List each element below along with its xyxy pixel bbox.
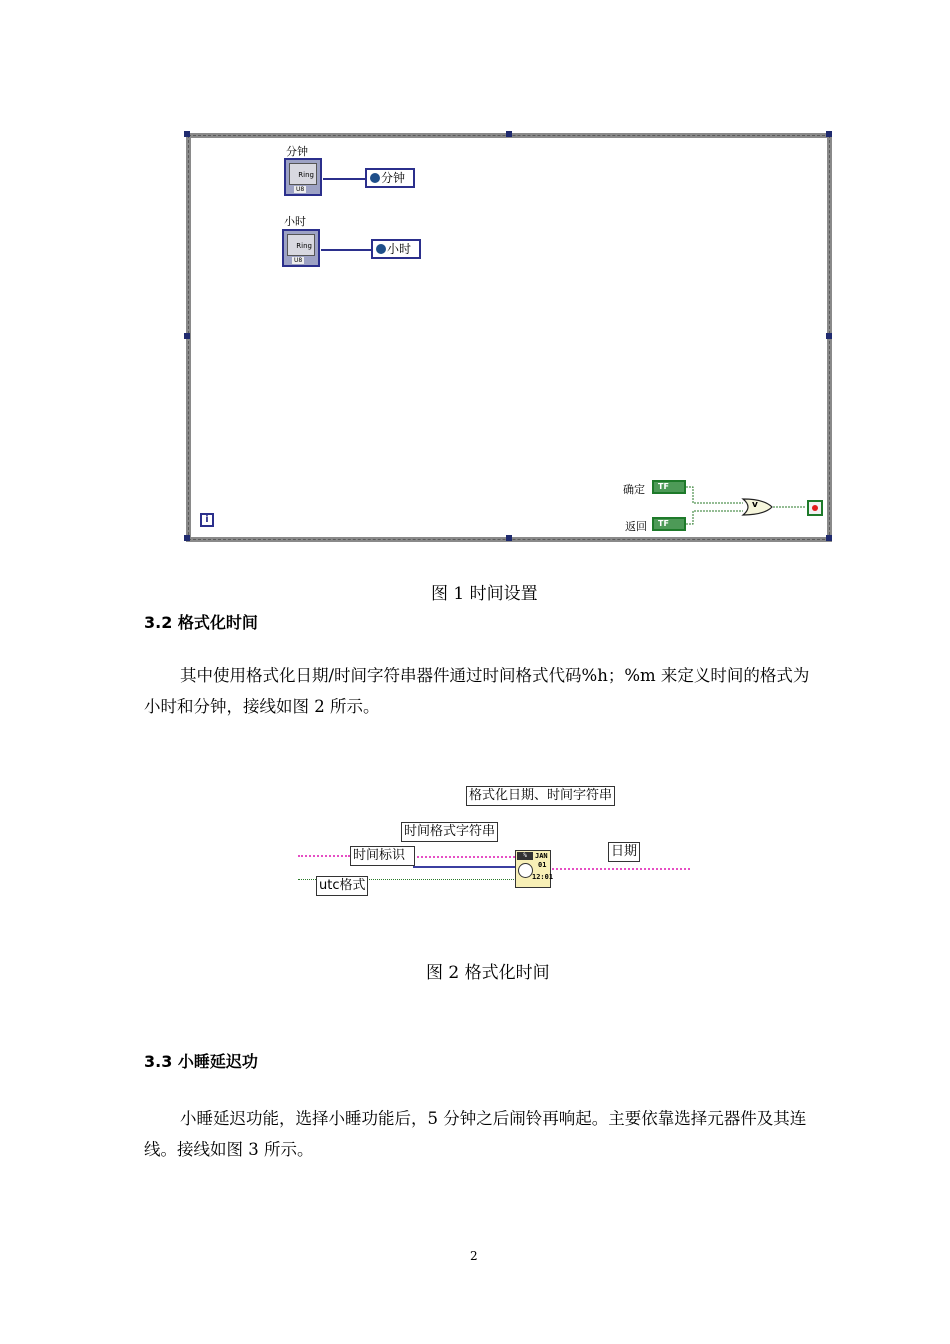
figure-1-block-diagram xyxy=(186,133,832,542)
format-date-time-node[interactable] xyxy=(515,850,554,888)
timestamp-wire-left xyxy=(298,855,350,857)
figure-1-caption: 图 1 时间设置 xyxy=(431,584,538,604)
section-3-2-text: 其中使用格式化日期/时间字符串器件通过时间格式代码%h；%m 来定义时间的格式为小时和分钟，接线如图 2 所示。 xyxy=(144,666,810,716)
boolean-wires xyxy=(186,133,832,542)
page-number: 2 xyxy=(470,1249,478,1263)
iteration-terminal: i xyxy=(200,513,214,527)
section-3-2-heading: 3.2 格式化时间 xyxy=(144,613,258,632)
utc-format-label-box: utc格式 xyxy=(316,876,368,896)
minute-local-text: 分钟 xyxy=(381,171,406,185)
string-icon: % xyxy=(517,852,533,860)
hour-ring-label: 小时 xyxy=(284,215,306,228)
node-month: JAN xyxy=(535,852,548,860)
ring-type: U8 xyxy=(296,186,305,193)
ring-text: Ring xyxy=(287,234,315,256)
clock-icon xyxy=(518,863,533,878)
node-day: 01 xyxy=(538,861,547,869)
confirm-boolean-terminal[interactable]: TF xyxy=(652,480,686,494)
ring-text: Ring xyxy=(289,163,317,185)
timestamp-label-box: 时间标识 xyxy=(350,846,415,866)
section-3-3-paragraph xyxy=(144,1103,814,1165)
or-gate-text: v xyxy=(752,500,758,510)
back-boolean-terminal[interactable]: TF xyxy=(652,517,686,531)
stop-condition-terminal[interactable] xyxy=(807,500,823,516)
section-3-3-text: 小睡延迟功能，选择小睡功能后，5 分钟之后闹铃再响起。主要依靠选择元器件及其连线。接线如图 3 所示。 xyxy=(144,1109,807,1159)
section-3-3-heading: 3.3 小睡延迟功 xyxy=(144,1052,258,1071)
minute-ring-label: 分钟 xyxy=(286,145,308,158)
format-string-wire xyxy=(413,856,515,858)
back-label: 返回 xyxy=(625,520,647,533)
section-3-2-paragraph xyxy=(144,660,814,722)
figure-2-caption: 图 2 格式化时间 xyxy=(426,963,550,983)
format-date-label-box: 格式化日期、时间字符串 xyxy=(466,786,615,806)
node-time: 12:01 xyxy=(532,873,554,881)
ring-type: U8 xyxy=(294,257,303,264)
hour-local-text: 小时 xyxy=(387,242,412,256)
date-output-wire xyxy=(552,868,690,870)
confirm-label: 确定 xyxy=(623,483,645,496)
date-label-box: 日期 xyxy=(608,842,640,862)
figure-2-block-diagram xyxy=(298,783,693,903)
timestamp-wire xyxy=(413,866,515,868)
time-format-label-box: 时间格式字符串 xyxy=(401,822,498,842)
